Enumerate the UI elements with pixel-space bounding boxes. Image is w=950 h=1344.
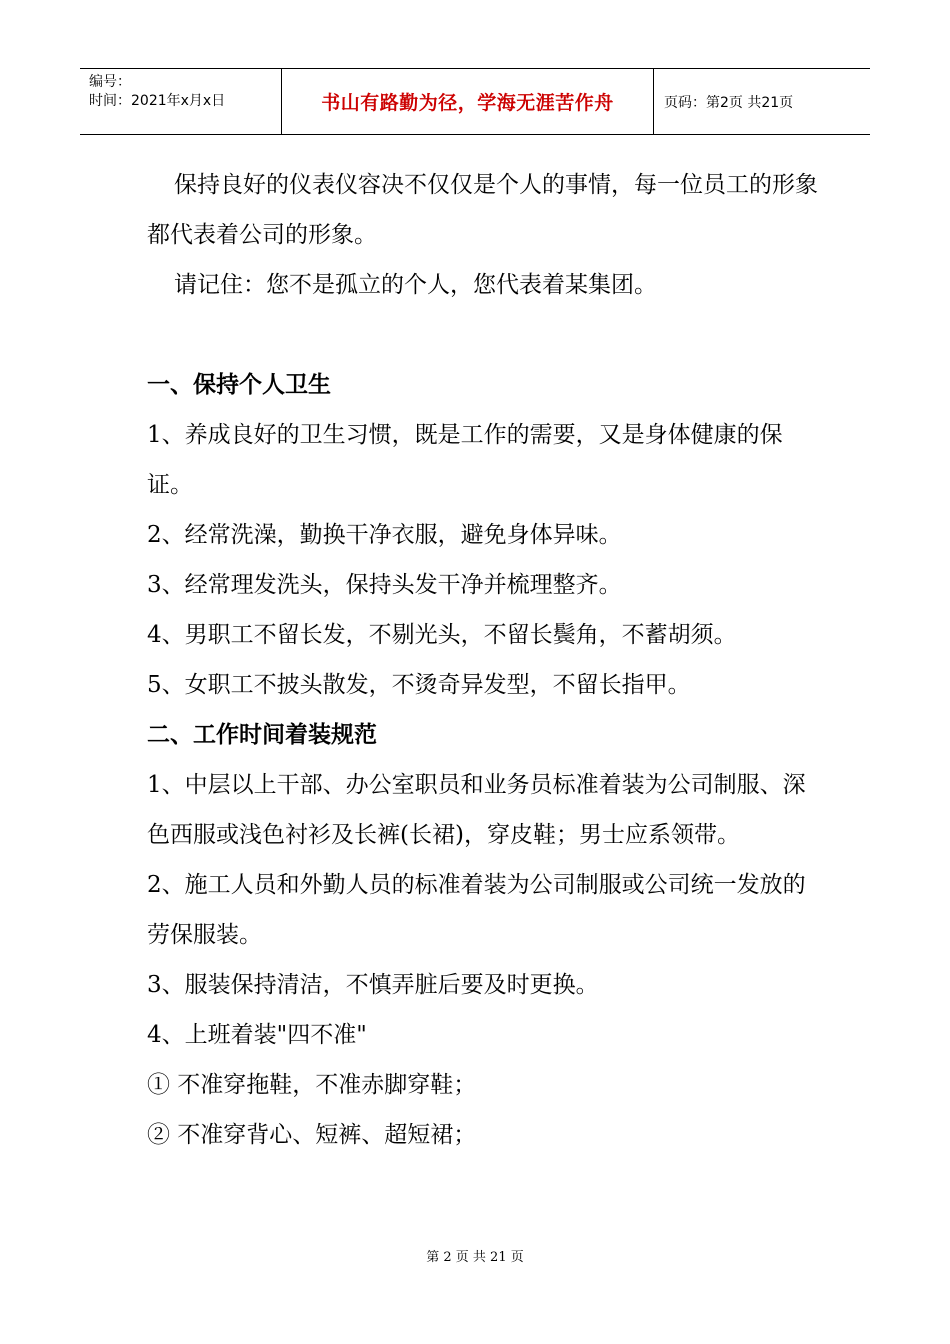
list-item: 3、经常理发洗头，保持头发干净并梳理整齐。 [147,572,622,598]
page-header [80,68,870,135]
header-meta [80,69,282,134]
list-item: 5、女职工不披头散发，不烫奇异发型，不留长指甲。 [147,672,691,698]
header-page-info: 页码：第2页 共21页 [664,94,794,111]
list-item: 3、服装保持清洁，不慎弄脏后要及时更换。 [147,972,599,998]
blank-line [147,310,827,360]
list-item: ① 不准穿拖鞋，不准赤脚穿鞋； [147,1072,477,1098]
document-body [147,160,827,1160]
reminder-paragraph: 请记住：您不是孤立的个人，您代表着某集团。 [174,272,657,298]
list-item: 4、上班着装"四不准" [147,1022,367,1048]
list-item: 2、经常洗澡，勤换干净衣服，避免身体异味。 [147,522,622,548]
section-heading-hygiene: 一、保持个人卫生 [147,372,331,398]
list-item: 1、中层以上干部、办公室职员和业务员标准着装为公司制服、深色西服或浅色衬衫及长裤(长裙)，穿皮鞋；男士应系领带。 [147,772,806,848]
list-item: 4、男职工不留长发，不剔光头，不留长鬓角，不蓄胡须。 [147,622,737,648]
list-item: 1、养成良好的卫生习惯，既是工作的需要，又是身体健康的保证。 [147,422,783,498]
header-page-info-cell [654,69,870,134]
page-footer: 第 2 页 共 21 页 [426,1250,524,1265]
header-motto-cell [282,69,654,134]
time-label: 时间：2021年x月x日 [89,93,226,109]
doc-number-label: 编号： [89,74,131,90]
list-item: 2、施工人员和外勤人员的标准着装为公司制服或公司统一发放的劳保服装。 [147,872,806,948]
header-motto: 书山有路勤为径，学海无涯苦作舟 [321,92,614,114]
section-heading-dress-code: 二、工作时间着装规范 [147,722,377,748]
intro-paragraph: 保持良好的仪表仪容决不仅仅是个人的事情，每一位员工的形象都代表着公司的形象。 [147,172,818,248]
list-item: ② 不准穿背心、短裤、超短裙； [147,1122,477,1148]
